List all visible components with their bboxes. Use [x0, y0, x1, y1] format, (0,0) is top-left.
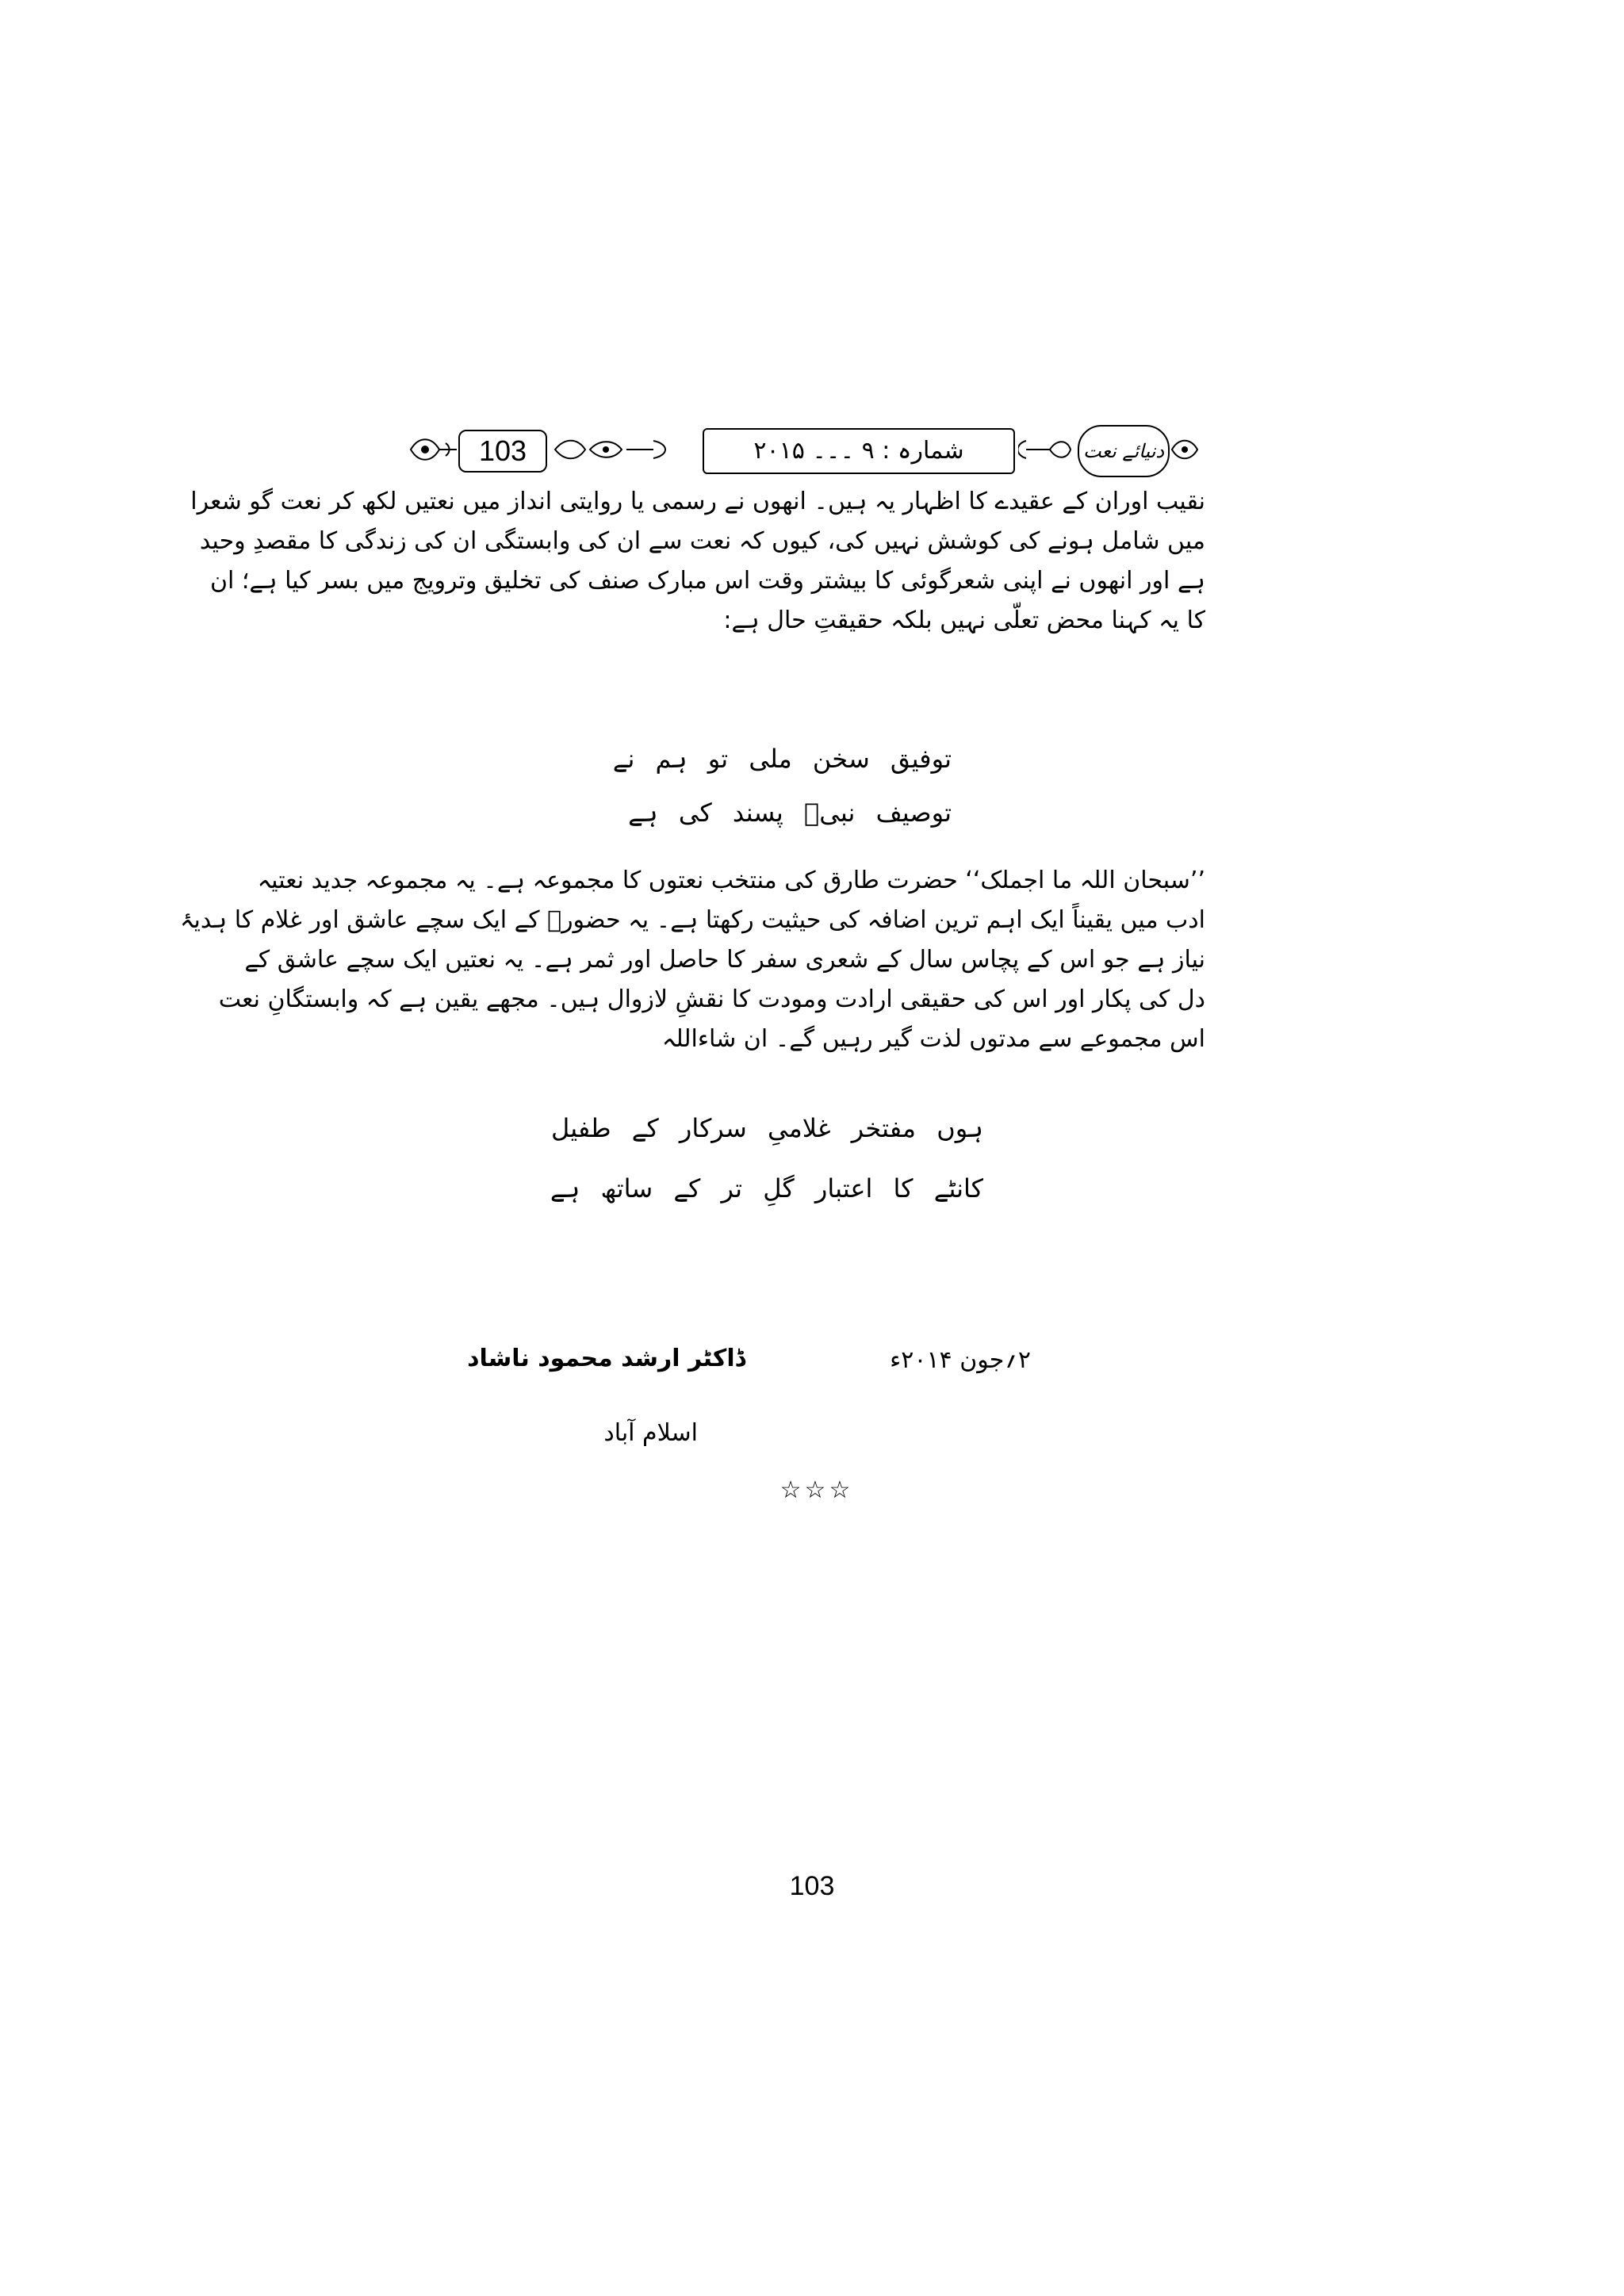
page-header: [408, 423, 1206, 476]
paragraph-line: نقیب اوران کے عقیدے کا اظہار یہ ہیں۔ انھوں نے رسمی یا روایتی انداز میں نعتیں لکھ کر نعت گو شعرا: [190, 488, 1205, 515]
couplet-1-line-1: توفیق سخن ملی تو ہم نے: [612, 744, 952, 774]
signature-date: ۲؍جون ۲۰۱۴ء: [890, 1346, 1031, 1374]
header-ornament-right: [1169, 431, 1205, 468]
paragraph-2: [179, 861, 1205, 1059]
paragraph-line: اس مجموعے سے مدتوں لذت گیر رہیں گے۔ ان شاءاللہ: [661, 1025, 1205, 1053]
section-separator-stars: ☆☆☆: [779, 1476, 854, 1504]
paragraph-line: ہے اور انھوں نے اپنی شعرگوئی کا بیشتر وقت اس مبارک صنف کی تخلیق وترویج میں بسر کیا ہے؛ ان: [209, 567, 1205, 595]
signature-place: اسلام آباد: [603, 1419, 698, 1447]
header-issue-label: شمارہ : ۹ ۔۔۔ ۲۰۱۵: [753, 437, 964, 465]
paragraph-line: ’’سبحان اللہ ما اجملک‘‘ حضرت طارق کی منتخب نعتوں کا مجموعہ ہے۔ یہ مجموعہ جدید نعتیہ: [257, 867, 1205, 894]
couplet-2-line-1: ہوں مفتخر غلامیِ سرکار کے طفیل: [550, 1113, 983, 1143]
footer-page-number: 103: [789, 1871, 835, 1901]
header-ornament-middle-left: [550, 431, 693, 468]
magazine-logo-text: دنیائے نعت: [1082, 440, 1165, 462]
paragraph-line: میں شامل ہونے کی کوشش نہیں کی، کیوں کہ نعت سے ان کی وابستگی ان کی زندگی کا مقصدِ وحید: [199, 527, 1205, 555]
paragraph-line: دل کی پکار اور اس کی حقیقی ارادت ومودت کا نقشِ لازوال ہیں۔ مجھے یقین ہے کہ وابستگانِ نعت: [218, 985, 1205, 1013]
magazine-logo: [1078, 425, 1170, 477]
couplet-2-line-2: کانٹے کا اعتبار گلِ تر کے ساتھ ہے: [550, 1173, 983, 1203]
paragraph-1: [190, 482, 1205, 641]
couplet-1-line-2: توصیف نبیؐ پسند کی ہے: [628, 798, 952, 828]
header-issue-box: [703, 428, 1015, 474]
header-ornament-middle-right: [1018, 431, 1074, 468]
author-name: ڈاکٹر ارشد محمود ناشاد: [467, 1345, 745, 1372]
paragraph-line: نیاز ہے جو اس کے پچاس سال کے شعری سفر کا حاصل اور ثمر ہے۔ یہ نعتیں ایک سچے عاشق کے: [244, 946, 1205, 974]
paragraph-line: کا یہ کہنا محض تعلّی نہیں بلکہ حقیقتِ حال ہے:: [723, 607, 1205, 634]
paragraph-line: ادب میں یقیناً ایک اہم ترین اضافہ کی حیثیت رکھتا ہے۔ یہ حضورؐ کے ایک سچے عاشق اور غلام کا ہدیۂ: [179, 906, 1205, 934]
header-page-number-box: [458, 430, 547, 473]
header-page-number: 103: [478, 434, 527, 467]
